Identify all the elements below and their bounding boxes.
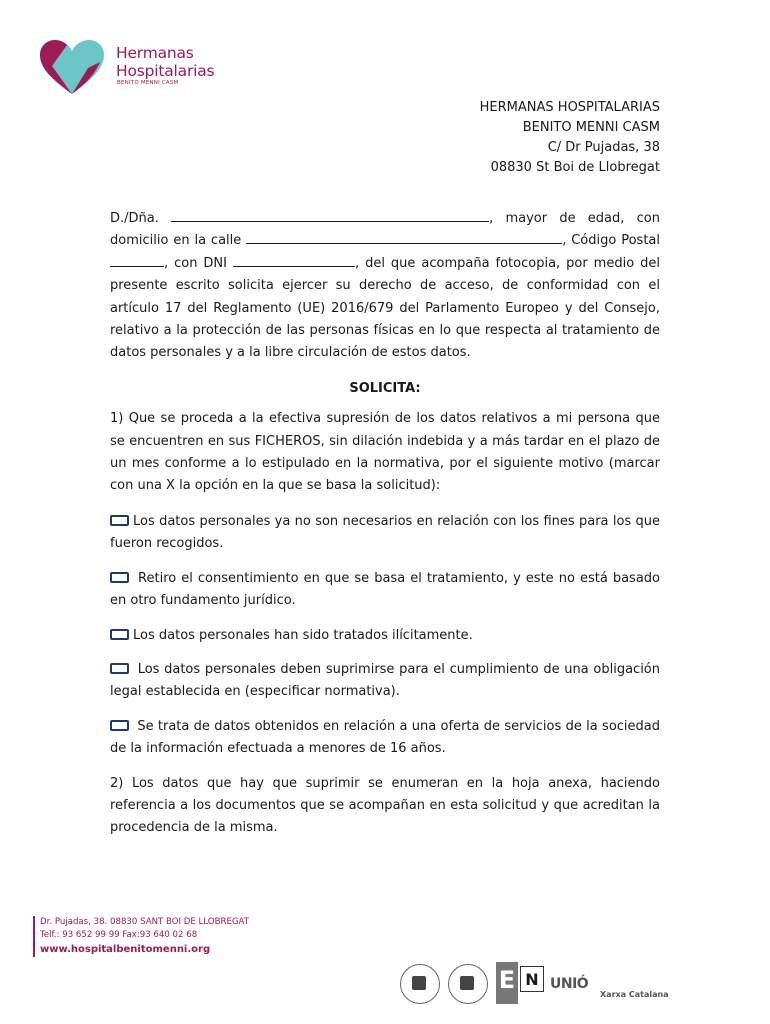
- option-label: Los datos personales deben suprimirse para el cumplimiento de una obligación legal establecida en (especificar normativa).: [110, 661, 661, 700]
- cert-e-badge: E: [496, 962, 518, 1004]
- option-label: Los datos personales ya no son necesarios en relación con los fines para los que fueron recogidos.: [110, 513, 660, 552]
- option-item: [110, 511, 660, 556]
- option-item: [110, 659, 660, 704]
- option-item: [110, 625, 660, 647]
- footer-website-link[interactable]: www.hospitalbenitomenni.org: [40, 944, 211, 955]
- heart-logo-icon: [38, 38, 106, 96]
- address-line: BENITO MENNI CASM: [522, 120, 660, 135]
- checkbox[interactable]: [110, 720, 129, 731]
- option-item: [110, 568, 660, 613]
- annex-paragraph: 2) Los datos que hay que suprimir se enumeran en la hoja anexa, haciendo referencia a los documentos que se acompañan en esta solicitud y que acreditan la procedencia de la misma.: [110, 775, 660, 836]
- footer-contact: [33, 916, 249, 957]
- quality-seal-icon: [448, 964, 488, 1004]
- document-body: [110, 208, 660, 853]
- brand-name: [116, 44, 214, 80]
- option-item: [110, 716, 660, 761]
- brand-name-line1: Hermanas: [116, 44, 194, 62]
- address-line: 08830 St Boi de Llobregat: [490, 160, 660, 175]
- xarxa-catalana-logo: Xarxa Catalana: [600, 990, 669, 999]
- street-field-line[interactable]: [246, 231, 562, 244]
- brand-logo: [38, 38, 238, 98]
- checkbox[interactable]: [110, 572, 129, 583]
- footer-address: Dr. Pujadas, 38. 08830 SANT BOI DE LLOBREGAT: [40, 917, 249, 927]
- postal-code-field-line[interactable]: [110, 254, 164, 267]
- address-line: C/ Dr Pujadas, 38: [547, 140, 660, 155]
- intro-text: , del que acompaña fotocopia, por medio del presente escrito solicita ejercer su derecho de acceso, de conformidad con el artículo 17 del Reglamento (UE) 2016/679 del Parlamento Europeo y del Consejo, relativo a la protección de las personas físicas en lo que respecta al tratamiento de datos personales y a la libre circulación de estos datos.: [110, 255, 660, 361]
- name-field-line[interactable]: [171, 209, 489, 222]
- request-paragraph: 1) Que se proceda a la efectiva supresión de los datos relativos a mi persona que se encuentren en sus FICHEROS, sin dilación indebida y a más tardar en el plazo de un mes conforme a lo estipulado en la normativa, por el siguiente motivo (marcar con una X la opción en la que se basa la solicitud):: [110, 411, 660, 494]
- checkbox[interactable]: [110, 515, 129, 526]
- intro-paragraph: [110, 208, 660, 365]
- dni-field-line[interactable]: [233, 254, 355, 267]
- brand-name-line2: Hospitalarias: [116, 62, 215, 80]
- option-label: Los datos personales han sido tratados ilícitamente.: [133, 627, 473, 643]
- address-line: HERMANAS HOSPITALARIAS: [479, 100, 660, 115]
- unio-logo: UNIÓ: [550, 976, 589, 992]
- intro-text: , con DNI: [164, 255, 227, 271]
- footer-phone: Telf.: 93 652 99 99 Fax:93 640 02 68: [40, 930, 198, 940]
- certification-logos: [400, 962, 669, 1004]
- checkbox[interactable]: [110, 663, 129, 674]
- intro-text: D./Dña.: [110, 211, 159, 226]
- cert-n-badge: N: [520, 966, 544, 992]
- option-label: Retiro el consentimiento en que se basa el tratamiento, y este no está basado en otro fundamento jurídico.: [110, 570, 660, 609]
- intro-text: , mayor de edad, con domicilio en la calle: [110, 211, 660, 249]
- recipient-address: [480, 98, 660, 178]
- quality-seal-icon: [400, 964, 440, 1004]
- brand-subtitle: BENITO MENNI CASM: [117, 80, 179, 86]
- intro-text: , Código Postal: [562, 233, 660, 249]
- checkbox[interactable]: [110, 629, 129, 640]
- solicita-title: SOLICITA:: [349, 380, 421, 396]
- option-label: Se trata de datos obtenidos en relación a una oferta de servicios de la sociedad de la información efectuada a menores de 16 años.: [110, 718, 661, 757]
